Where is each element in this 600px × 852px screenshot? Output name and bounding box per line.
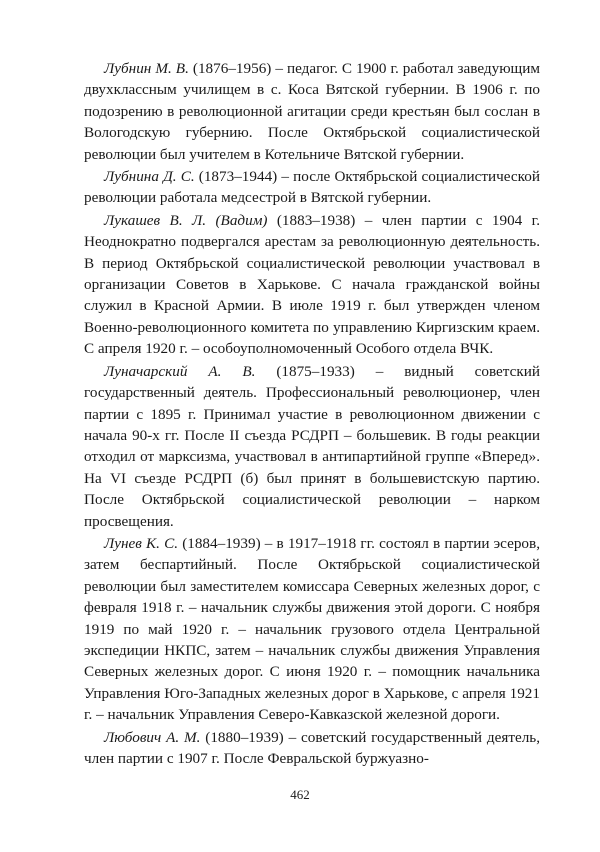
entry-text: (1884–1939) – в 1917–1918 гг. состоял в партии эсеров, затем беспартийный. После Октябрьской социалистической революции был заместителем комиссара Северных железных дорог, с февраля 1918 г. – начальник службы движения этой дороги. С ноября 1919 по май 1920 г. – начальник грузового отдела Центральной экспедиции НКПС, затем – начальник службы движения Управления Северных железных дорог. С июня 1920 г. – помощник начальника Управления Юго-Западных железных дорог в Харькове, с апреля 1921 г. – начальник Управления Северо-Кавказской железной дороги. [84,534,540,724]
entry-name: Лунев К. С. [104,534,179,552]
entry-name: Любович А. М. [104,728,201,746]
page-number: 462 [290,787,310,802]
entry-text: (1875–1933) – видный советский государственный деятель. Профессиональный революционер, член партии с 1895 г. Принимал участие в революционном движении с начала 90-х гг. После II съезда РСДРП – большевик. В годы реакции отходил от марксизма, участвовал в антипартийной группе «Вперед». На VI съезде РСДРП (б) был принят в большевистскую партию. После Октябрьской социалистической революции – нарком просвещения. [84,362,540,530]
entry-name: Луначарский А. В. [104,362,256,380]
entry-name: Лукашев В. Л. (Вадим) [104,211,268,229]
entry-lyubovich [84,727,540,770]
entry-lunacharsky [84,361,540,532]
entry-text: (1876–1956) – педагог. С 1900 г. работал заведующим двухклассным училищем в с. Коса Вятской губернии. В 1906 г. по подозрению в революционной агитации среди крестьян был сослан в Вологодскую губернию. После Октябрьской социалистической революции был учителем в Котельниче Вятской губернии. [84,60,540,163]
entry-name: Лубнин М. В. [104,60,189,77]
entry-text: (1880–1939) – советский государственный деятель, член партии с 1907 г. После Февральской буржуазно- [84,728,540,767]
entry-name: Лубнина Д. С. [104,168,195,186]
entry-lubnina [84,166,540,209]
entry-lukashev [84,210,540,360]
page-content [84,58,540,770]
entry-lubnin [84,58,540,165]
entry-text: (1883–1938) – член партии с 1904 г. Неоднократно подвергался арестам за революционную деятельность. В период Октябрьской социалистической революции участвовал в организации Советов в Харькове. С начала гражданской войны служил в Красной Армии. В июле 1919 г. был утвержден членом Военно-революционного комитета по управлению Киргизским краем. С апреля 1920 г. – особоуполномоченный Особого отдела ВЧК. [84,211,540,358]
entry-lunev [84,533,540,726]
entry-text: (1873–1944) – после Октябрьской социалистической революции работала медсестрой в Вятской губернии. [84,168,540,207]
